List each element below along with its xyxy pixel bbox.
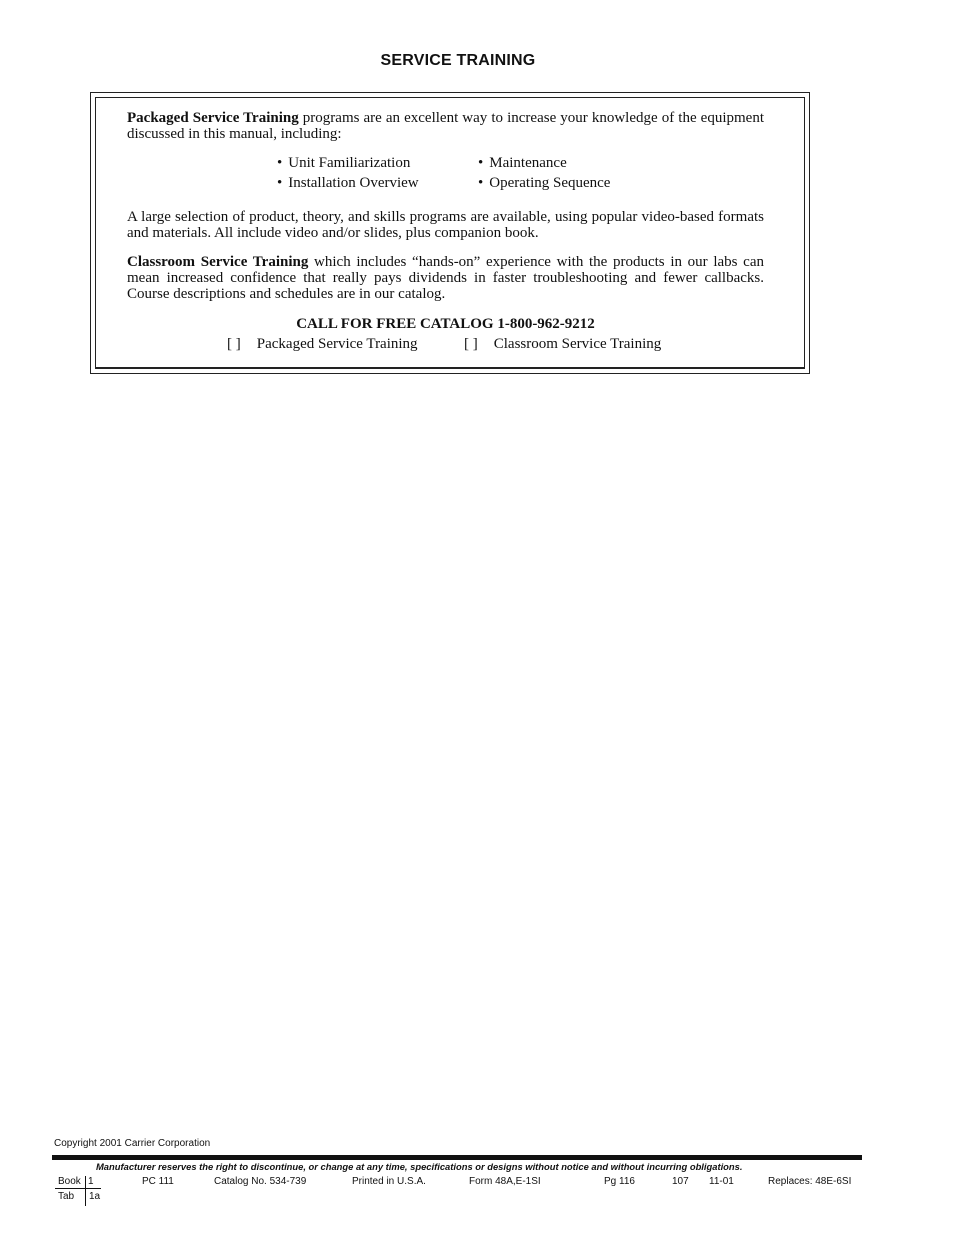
packaged-training-title: Packaged Service Training [127, 110, 299, 126]
bullet-icon: • [478, 175, 484, 191]
bullet-item: • Operating Sequence [478, 175, 611, 191]
classroom-training-title: Classroom Service Training [127, 254, 309, 270]
checkbox-bracket-icon: [ ] [227, 336, 241, 352]
printed-in: Printed in U.S.A. [352, 1176, 426, 1187]
bullet-item: • Maintenance [478, 155, 567, 171]
training-box-content [127, 110, 764, 356]
book-value: 1 [88, 1176, 94, 1187]
pc-number: PC 111 [142, 1176, 174, 1187]
bullet-icon: • [277, 175, 283, 191]
doc-date: 11-01 [709, 1176, 734, 1187]
book-tab-divider [55, 1188, 101, 1189]
classroom-training-checkbox[interactable]: [ ] Classroom Service Training [464, 336, 662, 352]
packaged-training-checkbox[interactable]: [ ] Packaged Service Training [227, 336, 418, 352]
book-label: Book [58, 1176, 81, 1187]
copyright: Copyright 2001 Carrier Corporation [54, 1138, 211, 1149]
footer-rule [52, 1155, 862, 1160]
doc-code: 107 [672, 1176, 689, 1187]
checkbox-row [127, 336, 764, 356]
catalog-number: Catalog No. 534-739 [214, 1176, 307, 1187]
checkbox-bracket-icon: [ ] [464, 336, 478, 352]
disclaimer: Manufacturer reserves the right to discontinue, or change at any time, specifications or designs without notice and without incurring obligations. [96, 1161, 743, 1172]
topic-bullet-list [127, 155, 764, 195]
book-tab-divider-vertical [85, 1176, 86, 1206]
tab-label: Tab [58, 1191, 75, 1202]
intro-paragraph [127, 110, 764, 142]
form-number: Form 48A,E-1SI [469, 1176, 541, 1187]
bullet-item: • Installation Overview [277, 175, 419, 191]
bullet-item: • Unit Familiarization [277, 155, 411, 171]
intro-text: programs are an excellent way to increase your knowledge of the equipment discussed in this manual, including: [127, 110, 764, 142]
bullet-icon: • [277, 155, 283, 171]
replaces: Replaces: 48E-6SI [768, 1176, 852, 1187]
page-title: SERVICE TRAINING [380, 52, 536, 69]
bullet-icon: • [478, 155, 484, 171]
page-number: Pg 116 [604, 1176, 635, 1187]
programs-paragraph: A large selection of product, theory, and skills programs are available, using popular video-based formats and materials. All include video and/or slides, plus companion book. [127, 209, 764, 241]
tab-value: 1a [89, 1191, 101, 1202]
classroom-text: which includes “hands-on” experience with the products in our labs can mean increased confidence that really pays dividends in faster troubleshooting and fewer callbacks. Course descriptions and schedules are in our catalog. [127, 254, 764, 302]
classroom-paragraph [127, 254, 764, 302]
call-catalog-line: CALL FOR FREE CATALOG 1-800-962-9212 [296, 316, 595, 332]
